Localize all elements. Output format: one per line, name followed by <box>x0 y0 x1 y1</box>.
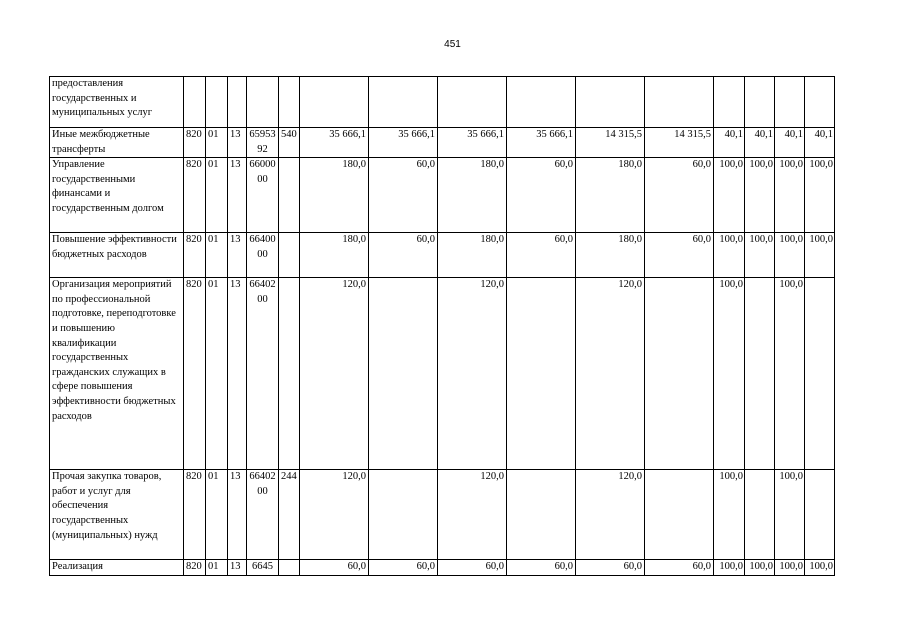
cell-target-article: 6595392 <box>247 128 279 158</box>
cell-section: 01 <box>206 278 228 470</box>
cell-percent-3: 100,0 <box>775 278 805 470</box>
cell-name: Повышение эффективности бюджетных расходов <box>50 233 184 278</box>
cell-expense-type <box>279 158 300 233</box>
cell-expense-type <box>279 77 300 128</box>
cell-value-2: 35 666,1 <box>369 128 438 158</box>
cell-section: 01 <box>206 158 228 233</box>
cell-subsection: 13 <box>228 158 247 233</box>
cell-value-2 <box>369 278 438 470</box>
cell-percent-1: 100,0 <box>714 158 745 233</box>
cell-value-4 <box>507 77 576 128</box>
cell-grbs: 820 <box>184 158 206 233</box>
cell-value-1: 35 666,1 <box>300 128 369 158</box>
cell-value-2 <box>369 77 438 128</box>
cell-name: Прочая закупка товаров, работ и услуг для обеспечения государственных (муниципальных) нужд <box>50 470 184 560</box>
table-row <box>50 77 835 128</box>
cell-value-6: 60,0 <box>645 233 714 278</box>
cell-value-4: 60,0 <box>507 560 576 576</box>
cell-section: 01 <box>206 128 228 158</box>
cell-grbs: 820 <box>184 278 206 470</box>
cell-value-1: 120,0 <box>300 470 369 560</box>
cell-subsection <box>228 77 247 128</box>
cell-value-1: 180,0 <box>300 233 369 278</box>
cell-value-2: 60,0 <box>369 233 438 278</box>
cell-value-6 <box>645 278 714 470</box>
cell-value-6: 14 315,5 <box>645 128 714 158</box>
cell-percent-2 <box>745 278 775 470</box>
cell-target-article: 6600000 <box>247 158 279 233</box>
cell-grbs <box>184 77 206 128</box>
cell-percent-2 <box>745 77 775 128</box>
cell-value-3 <box>438 77 507 128</box>
cell-value-6 <box>645 470 714 560</box>
cell-value-2: 60,0 <box>369 560 438 576</box>
cell-expense-type: 540 <box>279 128 300 158</box>
cell-value-2: 60,0 <box>369 158 438 233</box>
cell-expense-type <box>279 560 300 576</box>
cell-percent-3: 100,0 <box>775 470 805 560</box>
cell-value-3: 35 666,1 <box>438 128 507 158</box>
cell-value-5: 180,0 <box>576 233 645 278</box>
cell-percent-4 <box>805 470 835 560</box>
cell-percent-4: 100,0 <box>805 158 835 233</box>
cell-value-5: 120,0 <box>576 278 645 470</box>
cell-value-4 <box>507 278 576 470</box>
cell-value-1: 180,0 <box>300 158 369 233</box>
cell-expense-type <box>279 233 300 278</box>
cell-name: Управление государственными финансами и государственным долгом <box>50 158 184 233</box>
cell-percent-3: 40,1 <box>775 128 805 158</box>
cell-percent-4: 40,1 <box>805 128 835 158</box>
cell-value-5: 60,0 <box>576 560 645 576</box>
cell-percent-1: 100,0 <box>714 560 745 576</box>
cell-percent-1 <box>714 77 745 128</box>
cell-section: 01 <box>206 560 228 576</box>
cell-value-1: 120,0 <box>300 278 369 470</box>
cell-value-4: 35 666,1 <box>507 128 576 158</box>
table-row <box>50 278 835 470</box>
cell-expense-type: 244 <box>279 470 300 560</box>
cell-percent-4 <box>805 77 835 128</box>
cell-percent-3: 100,0 <box>775 560 805 576</box>
cell-value-3: 60,0 <box>438 560 507 576</box>
table-body <box>50 77 835 576</box>
cell-percent-3: 100,0 <box>775 233 805 278</box>
cell-subsection: 13 <box>228 128 247 158</box>
cell-percent-2: 100,0 <box>745 233 775 278</box>
table-row <box>50 560 835 576</box>
cell-section <box>206 77 228 128</box>
budget-table <box>49 76 835 576</box>
cell-percent-1: 100,0 <box>714 470 745 560</box>
cell-subsection: 13 <box>228 233 247 278</box>
cell-value-5 <box>576 77 645 128</box>
cell-percent-4: 100,0 <box>805 233 835 278</box>
cell-target-article: 6640200 <box>247 470 279 560</box>
cell-percent-1: 100,0 <box>714 233 745 278</box>
cell-grbs: 820 <box>184 128 206 158</box>
cell-expense-type <box>279 278 300 470</box>
cell-target-article <box>247 77 279 128</box>
cell-percent-4 <box>805 278 835 470</box>
table-row <box>50 158 835 233</box>
cell-name: Реализация <box>50 560 184 576</box>
cell-value-3: 180,0 <box>438 158 507 233</box>
cell-percent-2 <box>745 470 775 560</box>
cell-grbs: 820 <box>184 233 206 278</box>
cell-value-4: 60,0 <box>507 233 576 278</box>
page-number: 451 <box>444 39 461 50</box>
cell-value-4: 60,0 <box>507 158 576 233</box>
cell-percent-1: 40,1 <box>714 128 745 158</box>
cell-percent-2: 100,0 <box>745 158 775 233</box>
cell-grbs: 820 <box>184 470 206 560</box>
table-row <box>50 233 835 278</box>
cell-percent-2: 100,0 <box>745 560 775 576</box>
cell-target-article: 6640000 <box>247 233 279 278</box>
cell-value-1 <box>300 77 369 128</box>
cell-value-4 <box>507 470 576 560</box>
cell-value-3: 180,0 <box>438 233 507 278</box>
cell-value-5: 120,0 <box>576 470 645 560</box>
cell-percent-3: 100,0 <box>775 158 805 233</box>
cell-subsection: 13 <box>228 560 247 576</box>
cell-value-6: 60,0 <box>645 158 714 233</box>
cell-percent-2: 40,1 <box>745 128 775 158</box>
cell-value-6: 60,0 <box>645 560 714 576</box>
cell-value-5: 180,0 <box>576 158 645 233</box>
cell-section: 01 <box>206 470 228 560</box>
cell-section: 01 <box>206 233 228 278</box>
cell-value-2 <box>369 470 438 560</box>
cell-target-article: 6640200 <box>247 278 279 470</box>
cell-grbs: 820 <box>184 560 206 576</box>
cell-subsection: 13 <box>228 470 247 560</box>
cell-name: Иные межбюджетные трансферты <box>50 128 184 158</box>
cell-target-article: 6645 <box>247 560 279 576</box>
table-row <box>50 128 835 158</box>
cell-percent-4: 100,0 <box>805 560 835 576</box>
table-row <box>50 470 835 560</box>
cell-value-6 <box>645 77 714 128</box>
cell-percent-3 <box>775 77 805 128</box>
cell-value-1: 60,0 <box>300 560 369 576</box>
cell-value-3: 120,0 <box>438 470 507 560</box>
cell-name: Организация мероприятий по профессиональной подготовке, переподготовке и повышению квалификации государственных гражданских служащих в сфере повышения эффективности бюджетных расходов <box>50 278 184 470</box>
cell-subsection: 13 <box>228 278 247 470</box>
cell-value-5: 14 315,5 <box>576 128 645 158</box>
cell-value-3: 120,0 <box>438 278 507 470</box>
cell-percent-1: 100,0 <box>714 278 745 470</box>
cell-name: предоставления государственных и муниципальных услуг <box>50 77 184 128</box>
